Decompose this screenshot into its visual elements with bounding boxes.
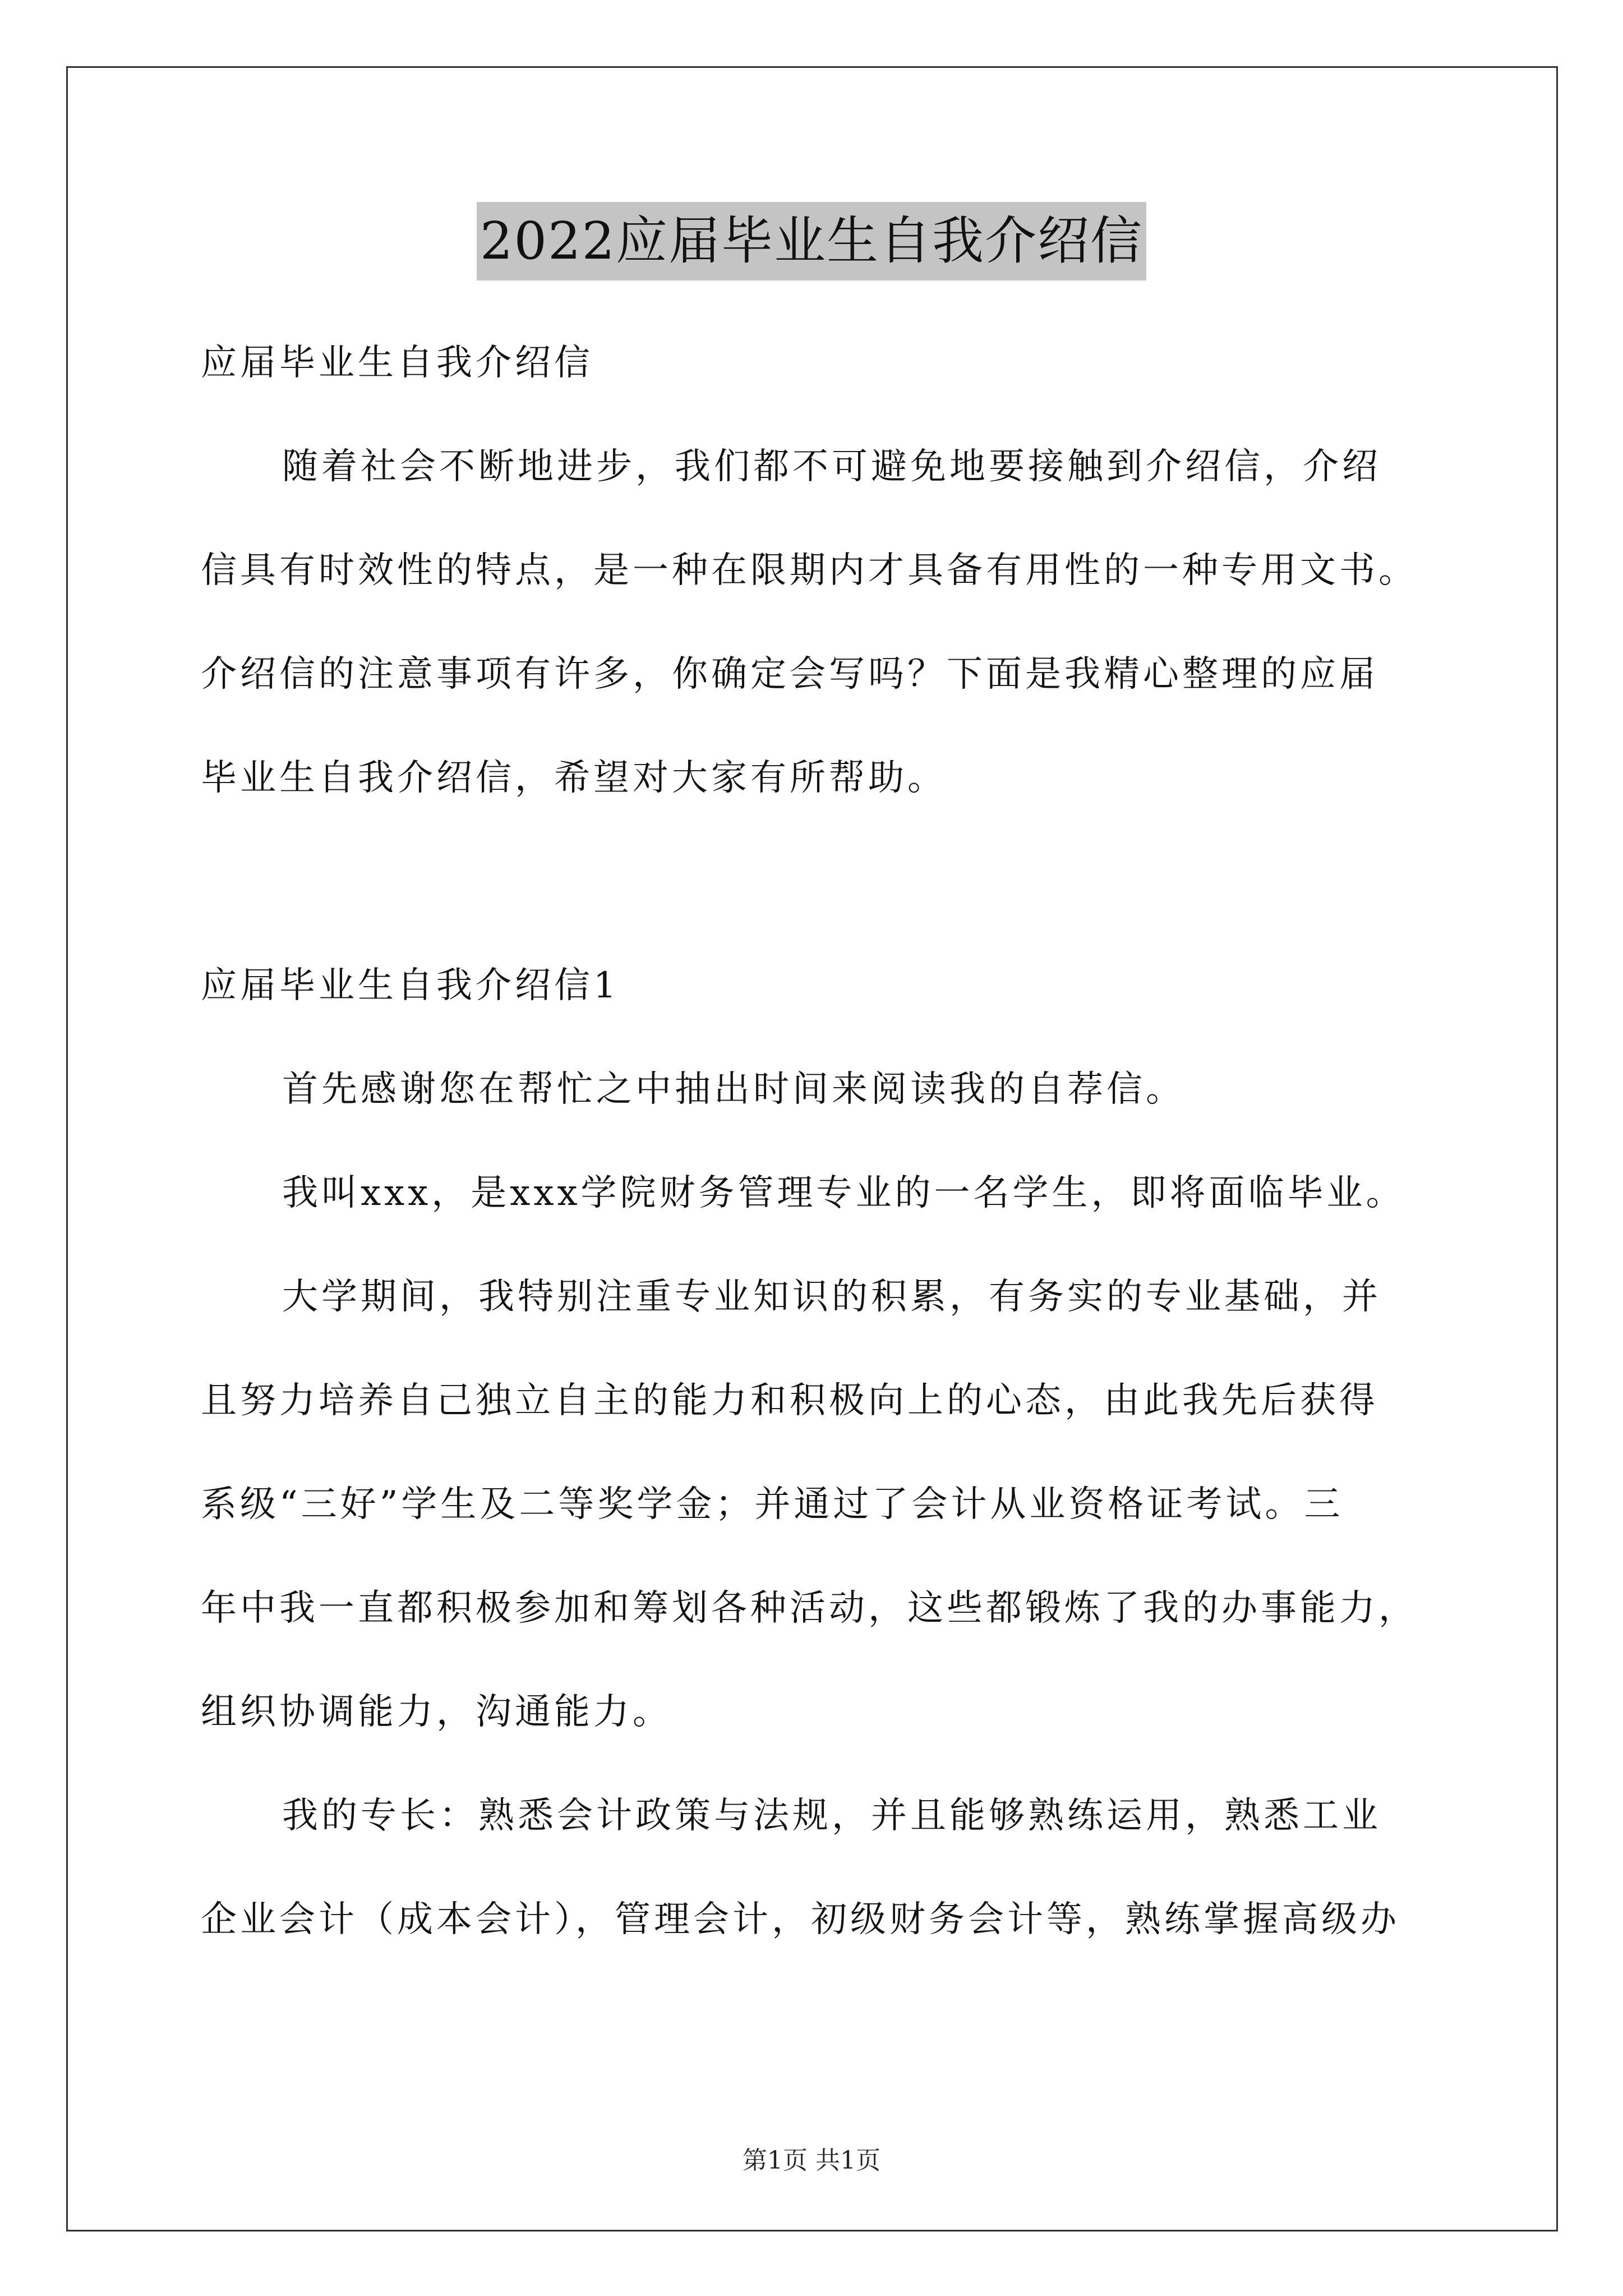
paragraph-line: 介绍信的注意事项有许多，你确定会写吗？下面是我精心整理的应届 [201,654,1378,695]
paragraph-line: 我的专长：熟悉会计政策与法规，并且能够熟练运用，熟悉工业 [282,1795,1381,1837]
paragraph-line: 系级“三好”学生及二等奖学金；并通过了会计从业资格证考试。三 [201,1484,1344,1525]
section-heading: 应届毕业生自我介绍信1 [201,965,620,1006]
paragraph-line: 首先感谢您在帮忙之中抽出时间来阅读我的自荐信。 [282,1069,1185,1110]
paragraph-line: 且努力培养自己独立自主的能力和积极向上的心态，由此我先后获得 [201,1380,1378,1421]
title-container [0,202,1623,280]
paragraph-line: 信具有时效性的特点，是一种在限期内才具备有用性的一种专用文书。 [201,550,1418,591]
paragraph-line: 大学期间，我特别注重专业知识的积累，有务实的专业基础，并 [282,1276,1381,1318]
paragraph-line: 组织协调能力，沟通能力。 [201,1691,672,1733]
section-heading: 应届毕业生自我介绍信 [201,342,593,384]
document-title: 2022应届毕业生自我介绍信 [477,202,1146,280]
paragraph-line: 毕业生自我介绍信，希望对大家有所帮助。 [201,757,947,799]
paragraph-line: 我叫xxx，是xxx学院财务管理专业的一名学生，即将面临毕业。 [282,1172,1405,1214]
page-footer: 第1页 共1页 [743,2146,880,2175]
paragraph-line: 随着社会不断地进步，我们都不可避免地要接触到介绍信，介绍 [282,446,1381,487]
blank-line [201,830,1432,934]
document-body [201,311,1432,1972]
paragraph-line: 年中我一直都积极参加和筹划各种活动，这些都锻炼了我的办事能力， [201,1588,1418,1629]
paragraph-line: 企业会计（成本会计），管理会计，初级财务会计等，熟练掌握高级办 [201,1899,1400,1940]
